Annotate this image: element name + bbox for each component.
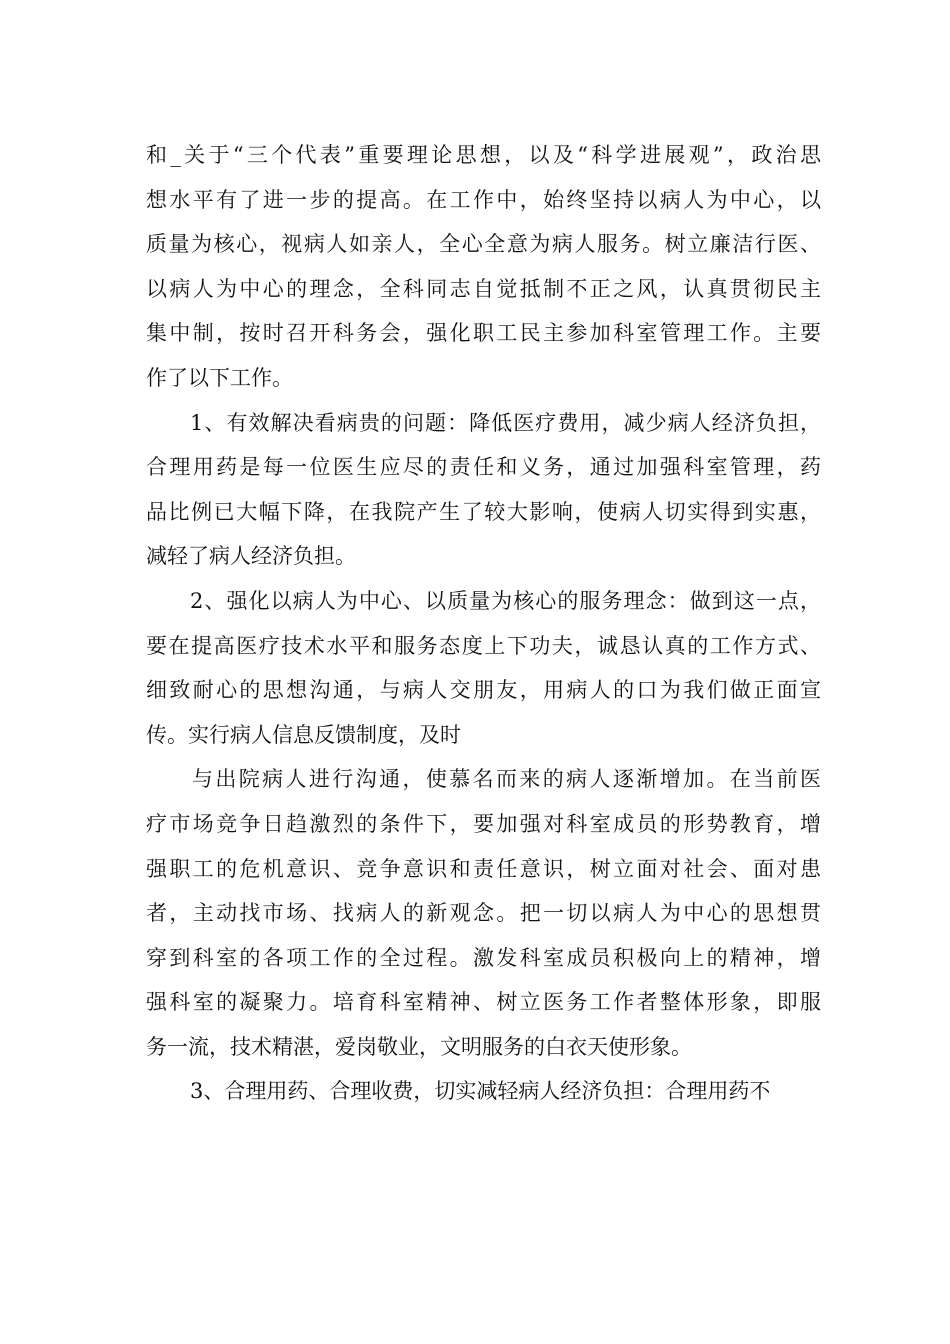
text-line: 品比例已大幅下降，在我院产生了较大影响，使病人切实得到实惠， — [146, 499, 821, 524]
text-line: 集中制，按时召开科务会，强化职工民主参加科室管理工作。主要 — [146, 321, 821, 346]
text-line: 细致耐心的思想沟通，与病人交朋友，用病人的口为我们做正面宣 — [146, 678, 821, 703]
text-line: 务一流，技术精湛，爱岗敬业，文明服务的白衣天使形象。 — [146, 1034, 692, 1059]
text-line: 要在提高医疗技术水平和服务态度上下功夫，诚恳认真的工作方式、 — [146, 633, 821, 658]
text-line: 合理用药是每一位医生应尽的责任和义务，通过加强科室管理，药 — [146, 455, 821, 480]
text-line: 想水平有了进一步的提高。在工作中，始终坚持以病人为中心，以 — [146, 187, 821, 212]
text-line: 者，主动找市场、找病人的新观念。把一切以病人为中心的思想贯 — [146, 901, 821, 926]
text-line: 强科室的凝聚力。培育科室精神、树立医务工作者整体形象，即服 — [146, 990, 821, 1015]
paragraph-2-first-line: 2、强化以病人为中心、以质量为核心的服务理念：做到这一点， — [190, 588, 821, 613]
paragraph-1-first-line: 1、有效解决看病贵的问题：降低医疗费用，减少病人经济负担， — [190, 410, 821, 435]
text-line: 质量为核心，视病人如亲人，全心全意为病人服务。树立廉洁行医、 — [146, 232, 821, 257]
paragraph-continuation-first-line: 与出院病人进行沟通，使慕名而来的病人逐渐增加。在当前医 — [192, 767, 821, 792]
text-line: 作了以下工作。 — [146, 365, 293, 390]
text-line: 穿到科室的各项工作的全过程。激发科室成员积极向上的精神，增 — [146, 945, 821, 970]
paragraph-3-first-line: 3、合理用药、合理收费，切实减轻病人经济负担：合理用药不 — [190, 1079, 771, 1104]
text-line: 以病人为中心的理念，全科同志自觉抵制不正之风，认真贯彻民主 — [146, 276, 821, 301]
document-body — [146, 133, 821, 1114]
text-line: 传。实行病人信息反馈制度，及时 — [146, 722, 461, 747]
text-line: 疗市场竞争日趋激烈的条件下，要加强对科室成员的形势教育，增 — [146, 811, 821, 836]
text-line: 强职工的危机意识、竞争意识和责任意识，树立面对社会、面对患 — [146, 856, 821, 881]
text-line: 减轻了病人经济负担。 — [146, 544, 356, 569]
text-line: 和_关于“三个代表”重要理论思想，以及“科学进展观”，政治思 — [146, 143, 821, 167]
